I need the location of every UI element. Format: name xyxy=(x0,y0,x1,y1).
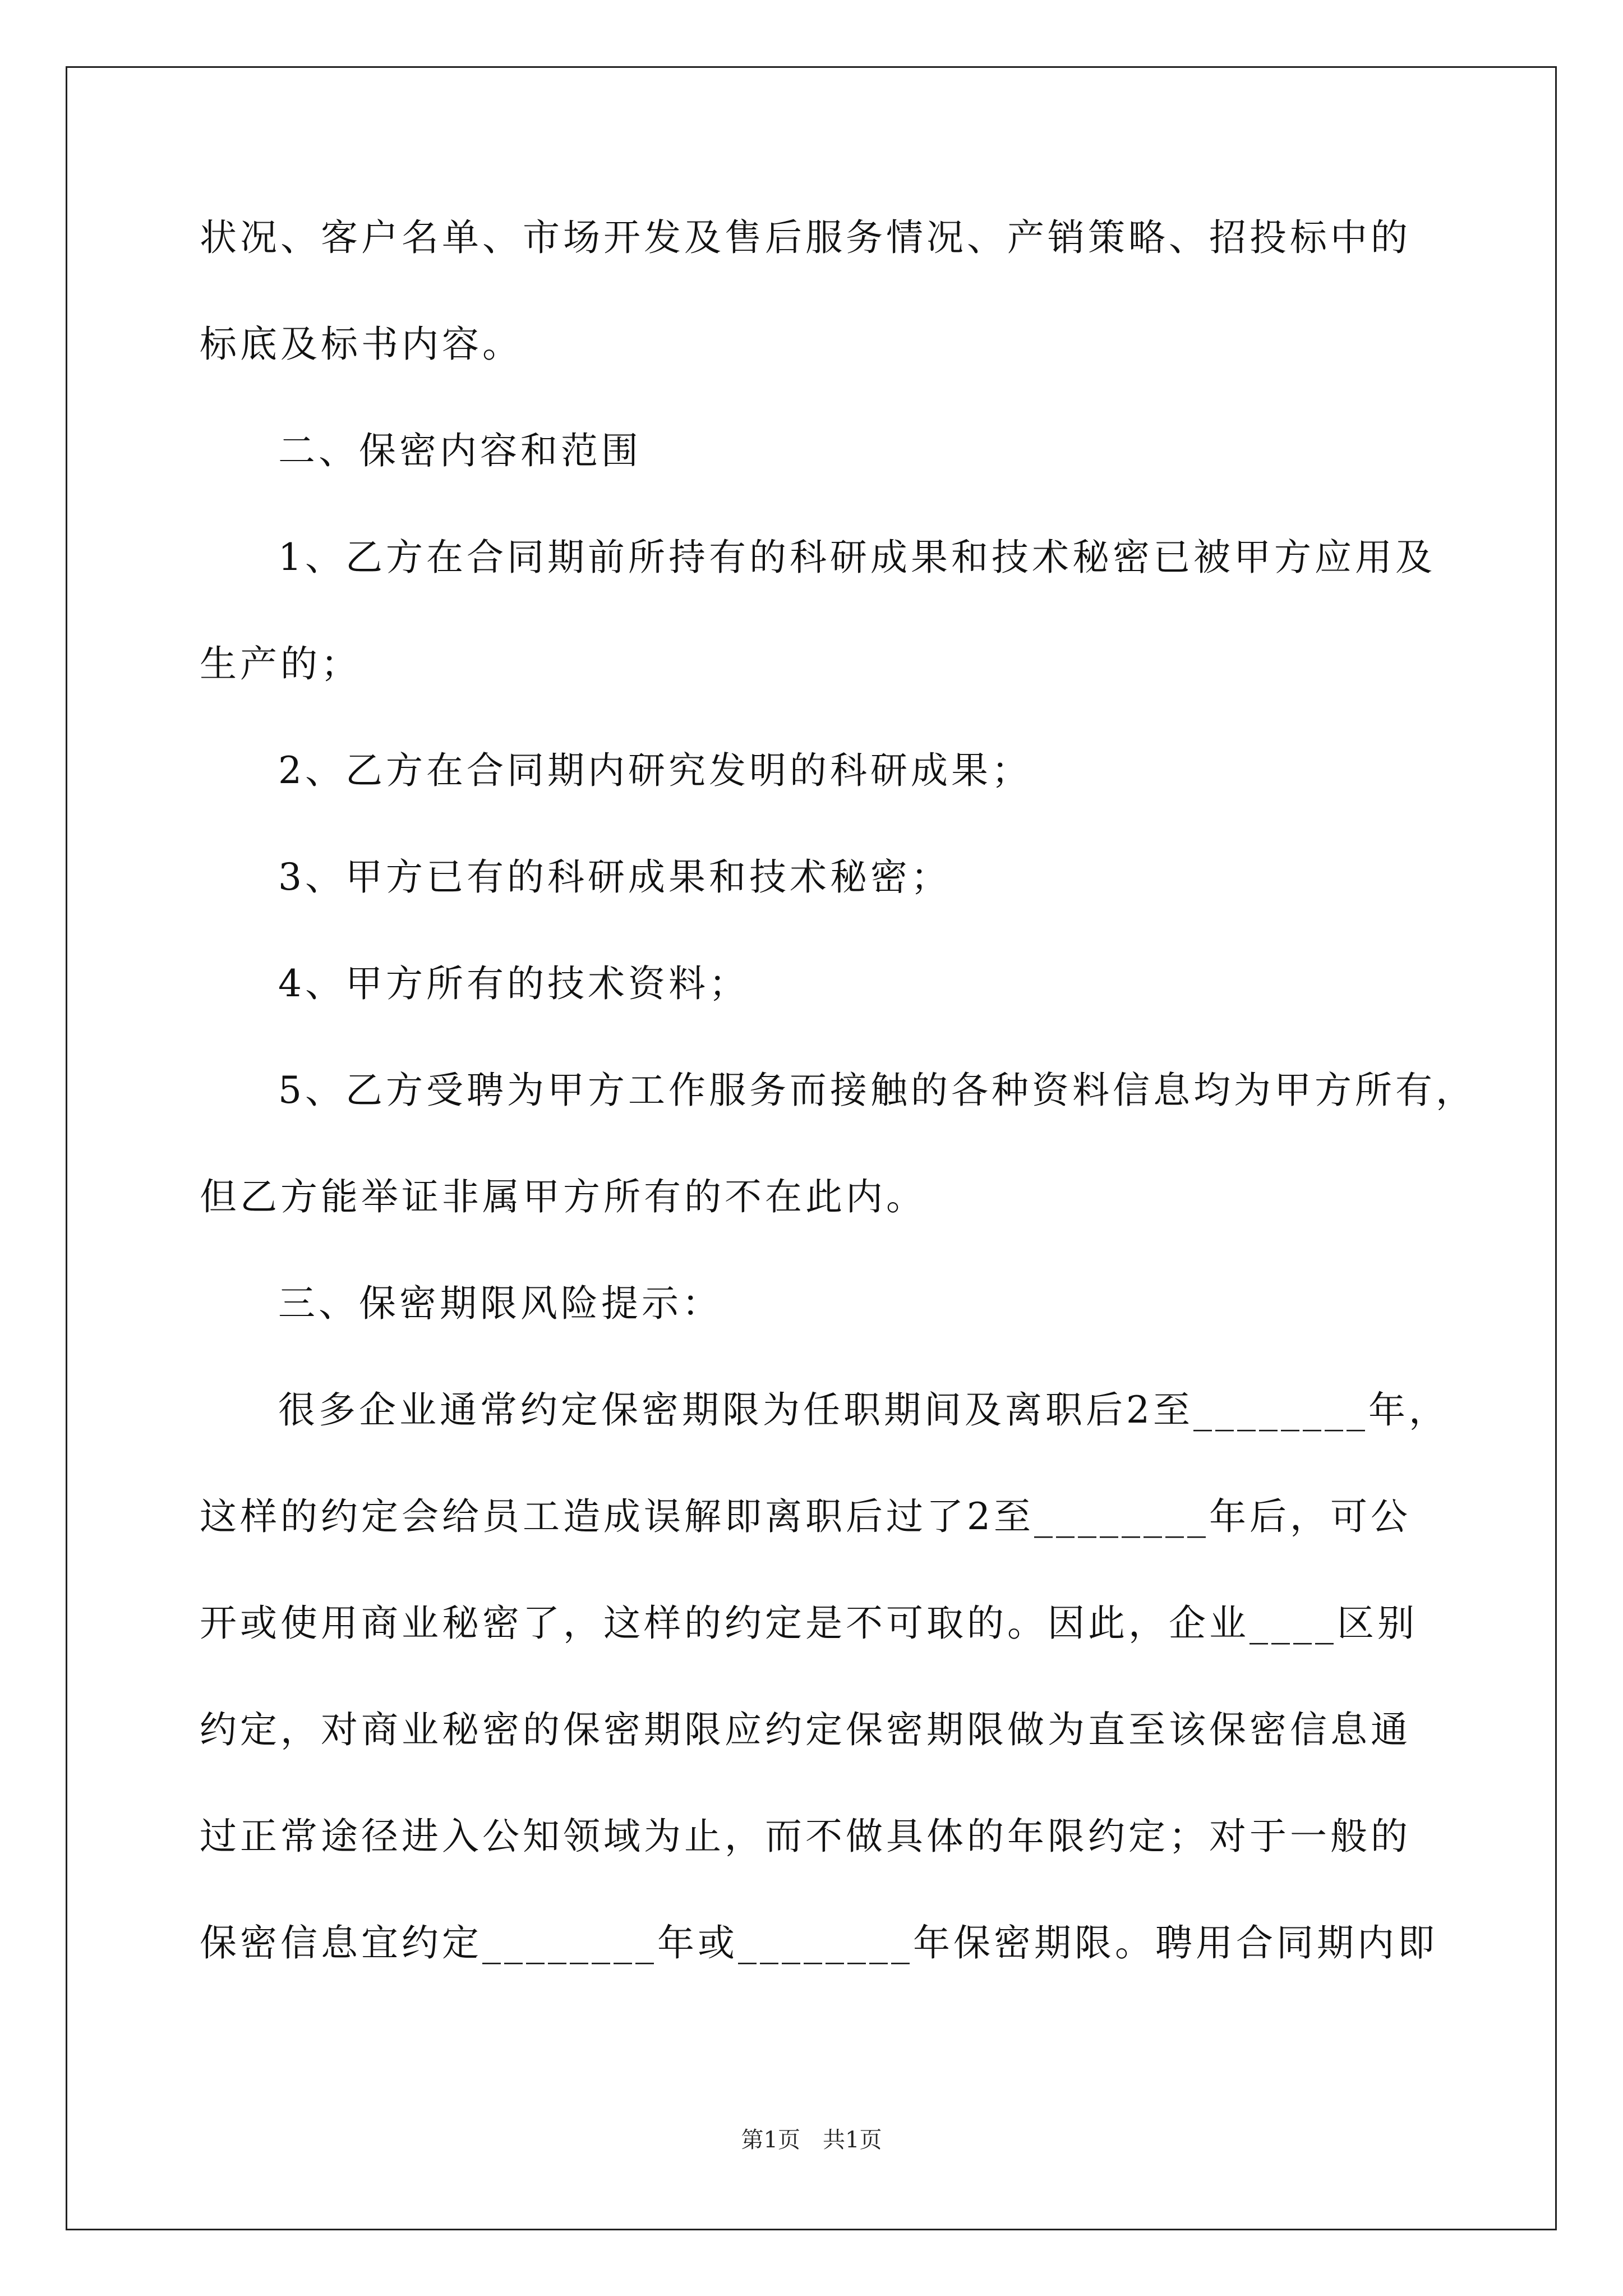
text-line: 但乙方能举证非属甲方所有的不在此内。 xyxy=(200,1175,926,1218)
text-line: 4、甲方所有的技术资料； xyxy=(278,962,749,1005)
text-line: 2、乙方在合同期内研究发明的科研成果； xyxy=(278,749,1032,792)
text-line: 3、甲方已有的科研成果和技术秘密； xyxy=(278,855,951,899)
text-line: 这样的约定会给员工造成误解即离职后过了2至________年后，可公 xyxy=(200,1495,1411,1538)
text-line: 5、乙方受聘为甲方工作服务而接触的各种资料信息均为甲方所有， xyxy=(278,1069,1476,1112)
page-footer: 第1页 共1页 xyxy=(741,2127,882,2153)
section-heading: 三、保密期限风险提示： xyxy=(278,1282,722,1325)
text-line: 1、乙方在合同期前所持有的科研成果和技术秘密已被甲方应用及 xyxy=(278,536,1436,579)
text-line: 开或使用商业秘密了，这样的约定是不可取的。因此，企业____区别 xyxy=(200,1602,1418,1645)
text-line: 生产的； xyxy=(200,642,361,685)
page-border xyxy=(66,66,1557,2230)
text-line: 约定，对商业秘密的保密期限应约定保密期限做为直至该保密信息通 xyxy=(200,1708,1411,1751)
text-line: 标底及标书内容。 xyxy=(200,323,523,366)
text-line: 过正常途径进入公知领域为止，而不做具体的年限约定；对于一般的 xyxy=(200,1815,1411,1858)
text-line: 很多企业通常约定保密期限为任职期间及离职后2至________年， xyxy=(278,1388,1449,1432)
section-heading: 二、保密内容和范围 xyxy=(278,429,642,472)
text-line: 状况、客户名单、市场开发及售后服务情况、产销策略、招投标中的 xyxy=(200,216,1411,259)
text-line: 保密信息宜约定________年或________年保密期限。聘用合同期内即 xyxy=(200,1921,1438,1964)
